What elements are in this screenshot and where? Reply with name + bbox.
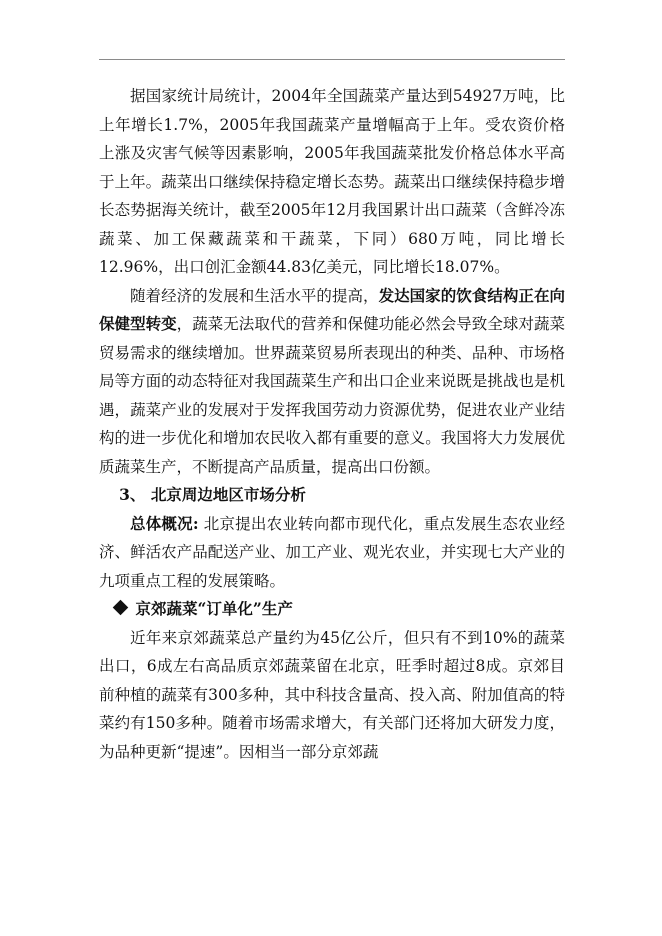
paragraph-text-rest: ，蔬菜无法取代的营养和保健功能必然会导致全球对蔬菜贸易需求的继续增加。世界蔬菜贸易所表现出的种类、品种、市场格局等方面的动态特征对我国蔬菜生产和出口企业来说既是挑战也是机遇，蔬菜产业的发展对于发挥我国劳动力资源优势，促进农业产业结构的进一步优化和增加农民收入都有重要的意义。我国将大力发展优质蔬菜生产，不断提高产品质量，提高出口份额。 xyxy=(99,315,565,476)
overview-text: 北京提出农业转向都市现代化，重点发展生态农业经济、鲜活农产品配送产业、加工产业、观光农业，并实现七大产业的九项重点工程的发展策略。 xyxy=(99,514,565,590)
paragraph-text: 据国家统计局统计，2004年全国蔬菜产量达到54927万吨，比上年增长1.7%，2005年我国蔬菜产量增幅高于上年。受农资价格上涨及灾害气候等因素影响，2005年我国蔬菜批发价格总体水平高于上年。蔬菜出口继续保持稳定增长态势。蔬菜出口继续保持稳步增长态势据海关统计，截至2005年12月我国累计出口蔬菜（含鲜冷冻蔬菜、加工保藏蔬菜和干蔬菜，下同）680万吨，同比增长12.96%，出口创汇金额44.83亿美元，同比增长18.07%。 xyxy=(99,87,565,276)
paragraph-text-start: 随着经济的发展和生活水平的提高， xyxy=(130,286,379,305)
paragraph-text: 近年来京郊蔬菜总产量约为45亿公斤，但只有不到10%的蔬菜出口，6成左右高品质京郊蔬菜留在北京，旺季时超过8成。京郊目前种植的蔬菜有300多种，其中科技含量高、投入高、附加值高的特菜约有150多种。随着市场需求增大，有关部门还将加大研发力度，为品种更新“提速”。因相当一部分京郊蔬 xyxy=(99,628,565,761)
paragraph-overview xyxy=(99,510,565,596)
document-body xyxy=(99,82,565,766)
overview-label: 总体概况: xyxy=(130,513,199,533)
header-rule xyxy=(99,59,565,60)
black-diamond-icon xyxy=(112,600,128,616)
paragraph-trade-demand xyxy=(99,282,565,482)
bullet-heading-text: 京郊蔬菜“订单化”生产 xyxy=(135,599,293,618)
emphasis-text: 发达国家的饮食结构正在向保健型转变 xyxy=(99,285,565,333)
section-heading: 3、 北京周边地区市场分析 xyxy=(119,485,306,504)
bullet-heading xyxy=(99,595,565,624)
paragraph-suburban-vegetables xyxy=(99,624,565,767)
paragraph-vegetable-production xyxy=(99,82,565,282)
